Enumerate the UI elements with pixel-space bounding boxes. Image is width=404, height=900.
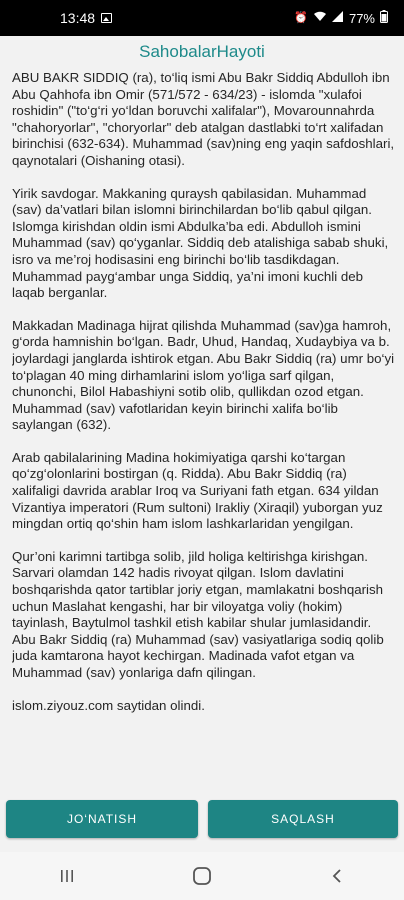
- article-paragraph: Makkadan Madinaga hijrat qilishda Muhammad (sav)ga hamroh, g‘orda hamnishin bo‘lgan. Badr, Uhud, Handaq, Xudaybiya va b. joylardagi janglarda ishtirok etgan. Abu Bakr Siddiq (ra) umr bo‘yi to‘plagan 40 ming dirhamlarini islom yo‘liga sarf qilgan, chunonchi, Bilol Habashiyni sotib olib, qullikdan ozod etgan. Muhammad (sav) vafotlaridan keyin birinchi xalifa bo‘lib saylangan (632).: [12, 317, 395, 433]
- article-paragraph: Arab qabilalarining Madina hokimiyatiga qarshi ko‘targan qo‘zg‘olonlarini bostirgan (q. Ridda). Abu Bakr Siddiq (ra) xalifaligi davrida arablar Iroq va Suriyani fath etgan. 634 yildan Vizantiya imperatori (Rum sultoni) Irakliy (Xiraqil) yuborgan yuz mingdan ortiq qo‘shin ham islom lashkarlaridan yengilgan.: [12, 449, 383, 532]
- send-button[interactable]: JO‘NATISH: [6, 800, 198, 838]
- article-paragraph: Qur’oni karimni tartibga solib, jild holiga keltirishga kirishgan. Sarvari olamdan 142 hadis rivoyat qilgan. Islom davlatini boshqarishda qator tartiblar joriy etgan, mamlakatni boshqarish uchun Maslahat kengashi, har bir viloyatga voliy (hokim) tayinlash, Baytulmol tashkil etish kabilar shular jumlasidandir. Abu Bakr Siddiq (ra) Muhammad (sav) vasiyatlariga sodiq qolib juda kamtarona hayot kechirgan. Madinada vafot etgan va Muhammad (sav) yonlariga dafn qilingan.: [12, 548, 384, 680]
- status-time: 13:48: [60, 10, 96, 26]
- article-paragraph: ABU BAKR SIDDIQ (ra), to‘liq ismi Abu Bakr Siddiq Abdulloh ibn Abu Qahhofa ibn Omir (571/572 - 634/23) - islomda "xulafoi roshidin" ("to‘g‘ri yo‘ldan boruvchi xalifalar"), Movarounnahrda "chahoryorlar", "choryorlar" deb atalgan dastlabki to‘rt xalifadan birinchisi (632-634). Muhammad (sav)ning eng yaqin safdoshlari, qaynotalari (Oishaning otasi).: [12, 70, 395, 168]
- battery-icon: [380, 10, 388, 26]
- save-button[interactable]: SAQLASH: [208, 800, 398, 838]
- system-navigation-bar: [0, 852, 404, 900]
- recent-apps-icon[interactable]: [37, 852, 97, 900]
- alarm-icon: ⏰: [294, 11, 308, 24]
- article-paragraph: Yirik savdogar. Makkaning quraysh qabilasidan. Muhammad (sav) da’vatlari bilan islomni birinchilardan bo‘lib qabul qilgan. Islomga kirishdan oldin ismi Abdulka’ba edi. Abdulloh ismini Muhammad (sav) qo‘yganlar. Siddiq deb atalishiga sabab shuki, isro va me’roj hodisasini eng birinchi bo‘lib tasdikdagan. Muhammad payg‘ambar unga Siddiq, ya’ni imoni kuchli deb laqab berganlar.: [12, 185, 389, 301]
- app-title: SahobalarHayoti: [139, 42, 265, 61]
- gallery-notification-icon: [101, 13, 112, 23]
- back-icon[interactable]: [307, 852, 367, 900]
- status-bar: [0, 0, 404, 36]
- battery-percent: 77%: [348, 10, 375, 26]
- signal-icon: [332, 11, 344, 25]
- home-icon[interactable]: [172, 852, 232, 900]
- wifi-icon: [313, 11, 327, 25]
- article-text: [12, 70, 396, 782]
- source-note: islom.ziyouz.com saytidan olindi.: [12, 697, 205, 713]
